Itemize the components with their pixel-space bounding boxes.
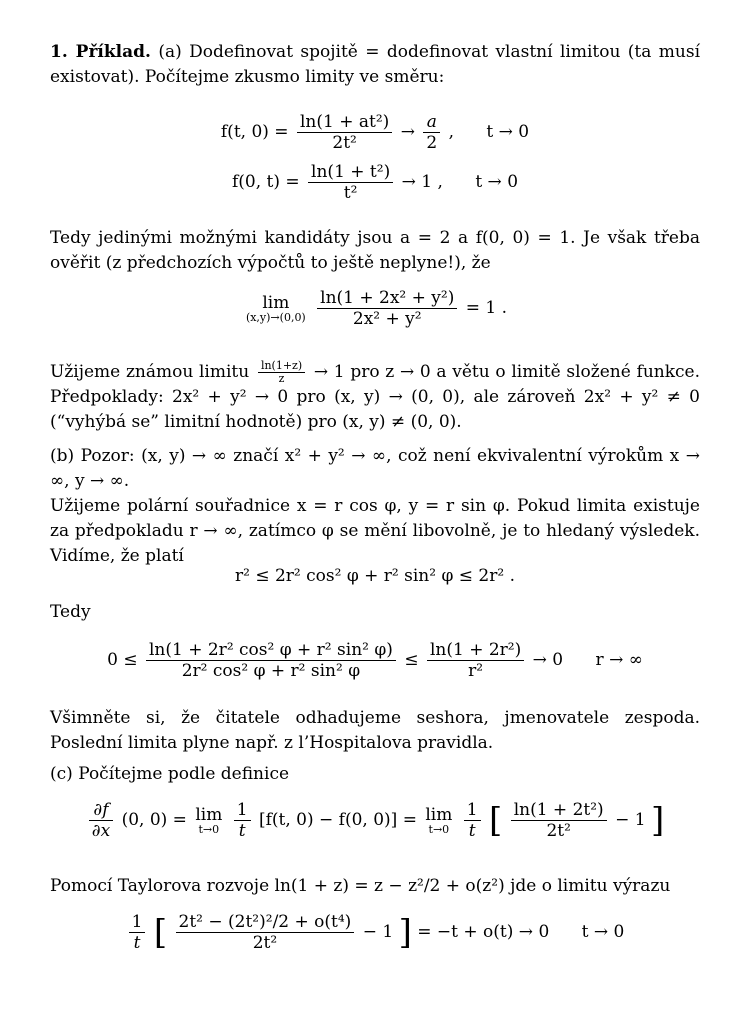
limit-operator: lim (x,y)→(0,0) <box>245 292 306 324</box>
equation-f-t0: f(t, 0) = $\frac{\text{ln(1 + at²)}}{\text{2t²}}$ → $\frac{a}{2}$ , t → 0 <box>220 112 530 153</box>
equation-inequality: r² ≤ 2r² cos² φ + r² sin² φ ≤ 2r² . <box>234 566 515 586</box>
paragraph-known-limit: Užijeme známou limitu $\frac{\ln(1+z)}{z}$ → 1 pro z → 0 a větu o limitě složené funkce. Předpoklady: 2x² + y² → 0 pro (x, y) → (0, 0), ale zároveň 2x² + y² ≠ 0 (“vyhýbá se” limitní hodnotě) pro (x, y) ≠ (0, 0). <box>50 359 701 432</box>
fraction: $\frac{1}{t}$ <box>464 800 481 841</box>
equation-taylor-limit: $\frac{1}{t}$ [ $\frac{\text{2t² − (2t²)²/2 + o(t⁴)}}{\text{2t²}}$ − 1 ] = −t + o(t) → 0 t → 0 <box>50 912 700 953</box>
fraction: $\frac{\text{ln(1 + 2r²)}}{\text{r²}}$ <box>427 640 524 681</box>
fraction: $\frac{\ln(1+z)}{z}$ <box>258 360 305 385</box>
paragraph-note: Všimněte si, že čitatele odhadujeme seshora, jmenovatele zespoda. Poslední limita plyne např. z l’Hospitalova pravidla. <box>50 708 700 753</box>
fraction: $\frac{\text{ln(1 + at²)}}{\text{2t²}}$ <box>297 112 392 153</box>
fraction: $\frac{\text{ln(1 + 2t²)}}{\text{2t²}}$ <box>511 800 607 841</box>
equation-f-0t: f(0, t) = $\frac{\text{ln(1 + t²)}}{\text{t²}}$ → 1 , t → 0 <box>231 162 519 203</box>
fraction: $\frac{1}{t}$ <box>129 912 146 953</box>
example-heading: 1. Příklad. <box>50 42 151 62</box>
paragraph-c: (c) Počítejme podle definice <box>50 764 290 784</box>
paragraph-taylor: Pomocí Taylorova rozvoje ln(1 + z) = z − z²/2 + o(z²) jde o limitu výrazu <box>50 876 671 896</box>
equation-squeeze: 0 ≤ $\frac{\text{ln(1 + 2r² cos² φ + r² sin² φ)}}{\text{2r² cos² φ + r² sin² φ}}$ ≤ $\frac{\text{ln(1 + 2r²)}}{\text{r²}}$ → 0 r → ∞ <box>107 640 643 681</box>
fraction: $\frac{\text{ln(1 + t²)}}{\text{t²}}$ <box>308 162 393 203</box>
fraction: $\frac{a}{2}$ <box>423 112 440 153</box>
paragraph-polar: Užijeme polární souřadnice x = r cos φ, y = r sin φ. Pokud limita existuje za předpokladu r → ∞, zatímco φ se mění libovolně, je to hledaný výsledek. Vidíme, že platí <box>50 496 700 566</box>
fraction: $\frac{1}{t}$ <box>234 800 251 841</box>
fraction: $\frac{\text{ln(1 + 2x² + y²)}}{\text{2x² + y²}}$ <box>317 288 457 329</box>
paragraph-b: (b) Pozor: (x, y) → ∞ značí x² + y² → ∞, což není ekvivalentní výrokům x → ∞, y → ∞. <box>50 446 700 491</box>
paragraph-a-text: (a) Dodefinovat spojitě = dodefinovat vlastní limitou (ta musí existovat). Počítejme zkusmo limity ve směru: <box>50 42 701 87</box>
equation-partial-derivative: $\frac{\partial f}{\partial x}$ (0, 0) = lim t→0 $\frac{1}{t}$ [f(t, 0) − f(0, 0)] = lim t→0 $\frac{1}{t}$ [ $\frac{\text{ln(1 + 2t²)}}{\text{2t²}}$ − 1 ] <box>50 800 700 841</box>
fraction: $\frac{\text{2t² − (2t²)²/2 + o(t⁴)}}{\text{2t²}}$ <box>176 912 355 953</box>
paragraph-a <box>50 40 700 90</box>
paragraph-tedy: Tedy <box>50 602 91 622</box>
paragraph-candidates: Tedy jedinými možnými kandidáty jsou a = 2 a f(0, 0) = 1. Je však třeba ověřit (z předchozích výpočtů to ještě neplyne!), že <box>50 228 700 273</box>
fraction: $\frac{\partial f}{\partial x}$ <box>89 800 113 841</box>
limit-operator: lim t→0 <box>425 804 453 836</box>
equation-limit-check: lim (x,y)→(0,0) $\frac{\text{ln(1 + 2x² + y²)}}{\text{2x² + y²}}$ = 1 . <box>245 288 508 329</box>
limit-operator: lim t→0 <box>195 804 223 836</box>
fraction: $\frac{\text{ln(1 + 2r² cos² φ + r² sin² φ)}}{\text{2r² cos² φ + r² sin² φ}}$ <box>146 640 396 681</box>
